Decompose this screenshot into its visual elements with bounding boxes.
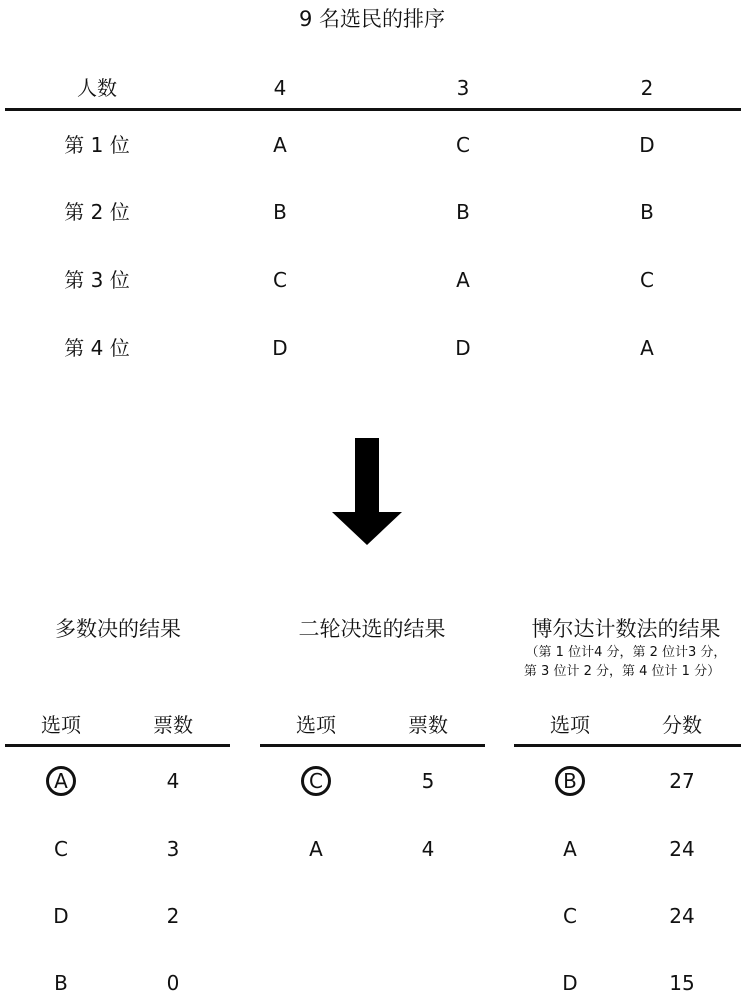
rank-cell: C — [640, 268, 654, 292]
result-option — [46, 766, 76, 796]
result-value: 2 — [166, 904, 180, 928]
result-option: B — [54, 971, 68, 995]
header-label: 人数 — [77, 76, 117, 100]
result-option: A — [563, 837, 577, 861]
result-value: 15 — [669, 971, 695, 995]
ranking-title: 9 名选民的排序 — [298, 7, 446, 31]
result-value: 27 — [669, 769, 695, 793]
result-value: 4 — [166, 769, 180, 793]
result-value: 3 — [166, 837, 180, 861]
result-title-borda: 博尔达计数法的结果 — [531, 617, 721, 641]
result-note-line2: 第 3 位计 2 分，第 4 位计 1 分） — [523, 664, 721, 679]
rank-cell: B — [456, 200, 470, 224]
result-value: 24 — [669, 837, 695, 861]
rank-cell: A — [456, 268, 470, 292]
rank-cell: B — [273, 200, 287, 224]
result-col-option: 选项 — [550, 713, 590, 737]
count-col-2: 3 — [456, 76, 470, 100]
result-title-majority: 多数决的结果 — [55, 617, 181, 641]
rank-cell: B — [640, 200, 654, 224]
rank-cell: C — [273, 268, 287, 292]
result-value: 5 — [421, 769, 435, 793]
result-value: 24 — [669, 904, 695, 928]
rank-cell: D — [639, 133, 655, 157]
rank-row-label: 第 4 位 — [64, 336, 130, 360]
result-value: 4 — [421, 837, 435, 861]
result-header-rule — [514, 744, 741, 747]
result-note-line1: （第 1 位计4 分，第 2 位计3 分， — [525, 645, 727, 660]
result-option: D — [53, 904, 69, 928]
rank-cell: A — [640, 336, 654, 360]
ranking-header-rule — [5, 108, 741, 111]
result-header-rule — [5, 744, 230, 747]
result-col-votes: 票数 — [408, 713, 448, 737]
result-option — [301, 766, 331, 796]
result-header-rule — [260, 744, 485, 747]
rank-cell: C — [456, 133, 470, 157]
rank-cell: D — [272, 336, 288, 360]
count-col-1: 4 — [273, 76, 287, 100]
result-option: C — [563, 904, 577, 928]
rank-row-label: 第 2 位 — [64, 200, 130, 224]
result-option: A — [309, 837, 323, 861]
rank-row-label: 第 1 位 — [64, 133, 130, 157]
winner-circle: C — [301, 766, 331, 796]
rank-cell: A — [273, 133, 287, 157]
result-col-option: 选项 — [41, 713, 81, 737]
rank-row-label: 第 3 位 — [64, 268, 130, 292]
result-col-votes: 票数 — [153, 713, 193, 737]
rank-cell: D — [455, 336, 471, 360]
down-arrow-icon — [330, 436, 406, 548]
result-title-runoff: 二轮决选的结果 — [298, 617, 446, 641]
result-col-score: 分数 — [662, 713, 702, 737]
result-option — [555, 766, 585, 796]
result-option: D — [562, 971, 578, 995]
result-value: 0 — [166, 971, 180, 995]
winner-circle: A — [46, 766, 76, 796]
count-col-3: 2 — [640, 76, 654, 100]
winner-circle: B — [555, 766, 585, 796]
result-col-option: 选项 — [296, 713, 336, 737]
result-option: C — [54, 837, 68, 861]
